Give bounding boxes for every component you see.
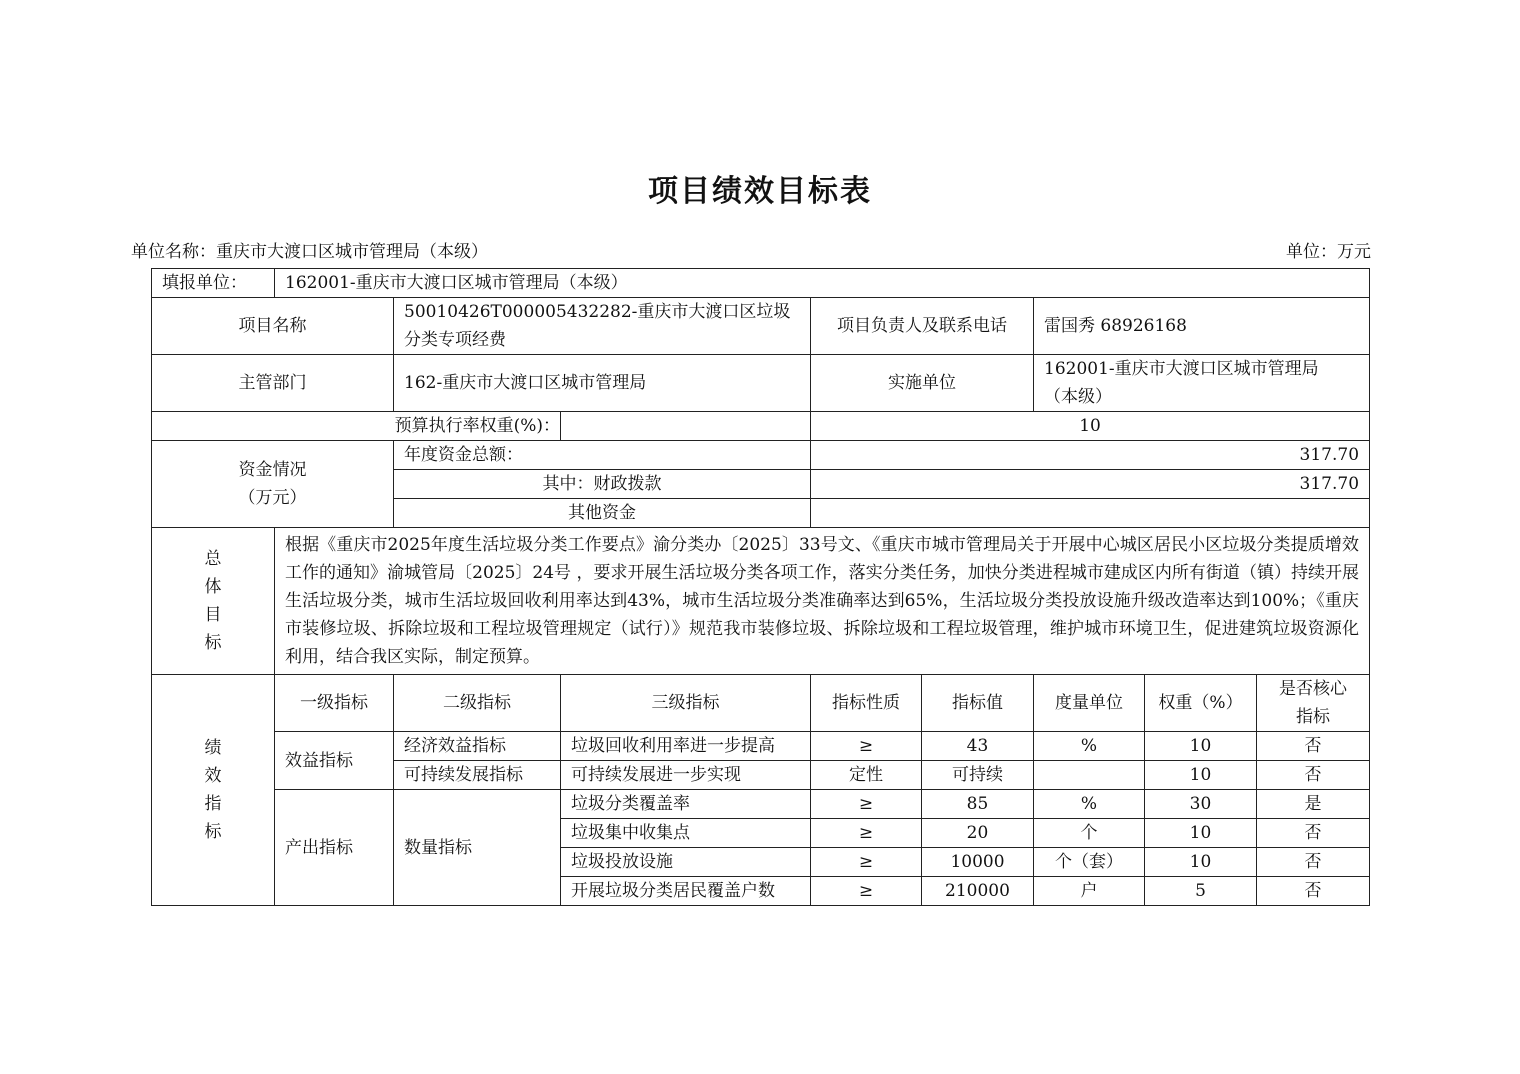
- perf-label-char: 指: [204, 794, 222, 814]
- perf-label-char: 标: [204, 822, 222, 842]
- table-row-unit: %: [1034, 732, 1145, 761]
- col-header-core-line2: 指标: [1296, 707, 1330, 727]
- col-header-core: [1257, 675, 1370, 732]
- group-quantity: 数量指标: [394, 790, 561, 906]
- other-funds-value: [811, 499, 1370, 528]
- perf-label-char: 效: [204, 766, 222, 786]
- impl-line1: 162001-重庆市大渡口区城市管理局: [1044, 359, 1319, 379]
- fiscal-value: 317.70: [811, 470, 1370, 499]
- table-row-value: 210000: [922, 877, 1034, 906]
- group-output: 产出指标: [275, 790, 394, 906]
- fiscal-label: 其中：财政拨款: [394, 470, 811, 499]
- table-row-level3: 开展垃圾分类居民覆盖户数: [561, 877, 811, 906]
- goal-label: [152, 528, 275, 675]
- project-name-value: [394, 298, 811, 355]
- table-row-unit: 个（套）: [1034, 848, 1145, 877]
- project-name-label: 项目名称: [152, 298, 394, 355]
- budget-rate-label: 预算执行率权重(%)：: [152, 412, 561, 441]
- page-title: 项目绩效目标表: [648, 174, 872, 209]
- perf-label: [152, 675, 275, 906]
- goal-label-char: 目: [204, 605, 222, 625]
- table-row-unit: %: [1034, 790, 1145, 819]
- table-row-core: 是: [1257, 790, 1370, 819]
- col-header-level1: 一级指标: [275, 675, 394, 732]
- table-row-level3: 垃圾集中收集点: [561, 819, 811, 848]
- table-row-level3: 可持续发展进一步实现: [561, 761, 811, 790]
- contact-value: 雷国秀 68926168: [1034, 298, 1370, 355]
- project-name-line1: 50010426T000005432282-重庆市大渡口区垃圾: [404, 302, 791, 322]
- table-row-level3: 垃圾投放设施: [561, 848, 811, 877]
- budget-rate-value: 10: [811, 412, 1370, 441]
- table-row-core: 否: [1257, 877, 1370, 906]
- performance-table: [151, 268, 1370, 906]
- col-header-core-line1: 是否核心: [1279, 679, 1347, 699]
- dept-label: 主管部门: [152, 355, 394, 412]
- goal-label-char: 体: [204, 577, 222, 597]
- col-header-unit: 度量单位: [1034, 675, 1145, 732]
- table-row-weight: 10: [1145, 848, 1257, 877]
- group-economic: 经济效益指标: [394, 732, 561, 761]
- funds-label-line2: （万元）: [238, 488, 307, 508]
- goal-label-char: 标: [204, 633, 222, 653]
- table-row-level3: 垃圾分类覆盖率: [561, 790, 811, 819]
- impl-value: [1034, 355, 1370, 412]
- table-row-nature: 定性: [811, 761, 922, 790]
- group-sustainable: 可持续发展指标: [394, 761, 561, 790]
- table-row-weight: 10: [1145, 732, 1257, 761]
- project-name-line2: 分类专项经费: [404, 330, 506, 350]
- impl-label: 实施单位: [811, 355, 1034, 412]
- col-header-value: 指标值: [922, 675, 1034, 732]
- contact-label: 项目负责人及联系电话: [811, 298, 1034, 355]
- table-row-core: 否: [1257, 848, 1370, 877]
- table-row-unit: [1034, 761, 1145, 790]
- table-row-nature: ≥: [811, 819, 922, 848]
- table-row-weight: 10: [1145, 819, 1257, 848]
- table-row-nature: ≥: [811, 848, 922, 877]
- table-row-weight: 5: [1145, 877, 1257, 906]
- funds-label: [152, 441, 394, 528]
- table-row-core: 否: [1257, 819, 1370, 848]
- table-row-value: 43: [922, 732, 1034, 761]
- table-row-unit: 户: [1034, 877, 1145, 906]
- unit-name: 单位名称：重庆市大渡口区城市管理局（本级）: [131, 242, 488, 262]
- table-row-value: 20: [922, 819, 1034, 848]
- impl-line2: （本级）: [1044, 387, 1112, 407]
- group-benefit: 效益指标: [275, 732, 394, 790]
- table-row-nature: ≥: [811, 877, 922, 906]
- currency-unit: 单位：万元: [1286, 242, 1371, 262]
- table-row-value: 85: [922, 790, 1034, 819]
- filing-unit-value: 162001-重庆市大渡口区城市管理局（本级）: [275, 269, 1370, 298]
- table-row-unit: 个: [1034, 819, 1145, 848]
- table-row-core: 否: [1257, 761, 1370, 790]
- annual-total-label: 年度资金总额：: [394, 441, 811, 470]
- table-row-weight: 30: [1145, 790, 1257, 819]
- goal-label-char: 总: [204, 549, 222, 569]
- col-header-level2: 二级指标: [394, 675, 561, 732]
- table-row-level3: 垃圾回收利用率进一步提高: [561, 732, 811, 761]
- annual-total-value: 317.70: [811, 441, 1370, 470]
- funds-label-line1: 资金情况: [238, 460, 307, 480]
- dept-value: 162-重庆市大渡口区城市管理局: [394, 355, 811, 412]
- col-header-nature: 指标性质: [811, 675, 922, 732]
- col-header-level3: 三级指标: [561, 675, 811, 732]
- filing-unit-label: 填报单位：: [152, 269, 275, 298]
- table-row-value: 可持续: [922, 761, 1034, 790]
- goal-text: 根据《重庆市2025年度生活垃圾分类工作要点》渝分类办〔2025〕33号文、《重庆市城市管理局关于开展中心城区居民小区垃圾分类提质增效工作的通知》渝城管局〔2025〕24号 ，要求开展生活垃圾分类各项工作，落实分类任务，加快分类进程城市建成区内所有街道（镇）持续开展生活垃圾分类，城市生活垃圾回收利用率达到43%，城市生活垃圾分类准确率达到65%，生活垃圾分类投放设施升级改造率达到100%；《重庆市装修垃圾、拆除垃圾和工程垃圾管理规定（试行）》规范我市装修垃圾、拆除垃圾和工程垃圾管理，维护城市环境卫生，促进建筑垃圾资源化利用，结合我区实际，制定预算。: [275, 528, 1370, 675]
- other-funds-label: 其他资金: [394, 499, 811, 528]
- col-header-weight: 权重（%）: [1145, 675, 1257, 732]
- perf-label-char: 绩: [204, 738, 222, 758]
- table-row-weight: 10: [1145, 761, 1257, 790]
- table-row-value: 10000: [922, 848, 1034, 877]
- table-row-nature: ≥: [811, 790, 922, 819]
- table-row-nature: ≥: [811, 732, 922, 761]
- table-row-core: 否: [1257, 732, 1370, 761]
